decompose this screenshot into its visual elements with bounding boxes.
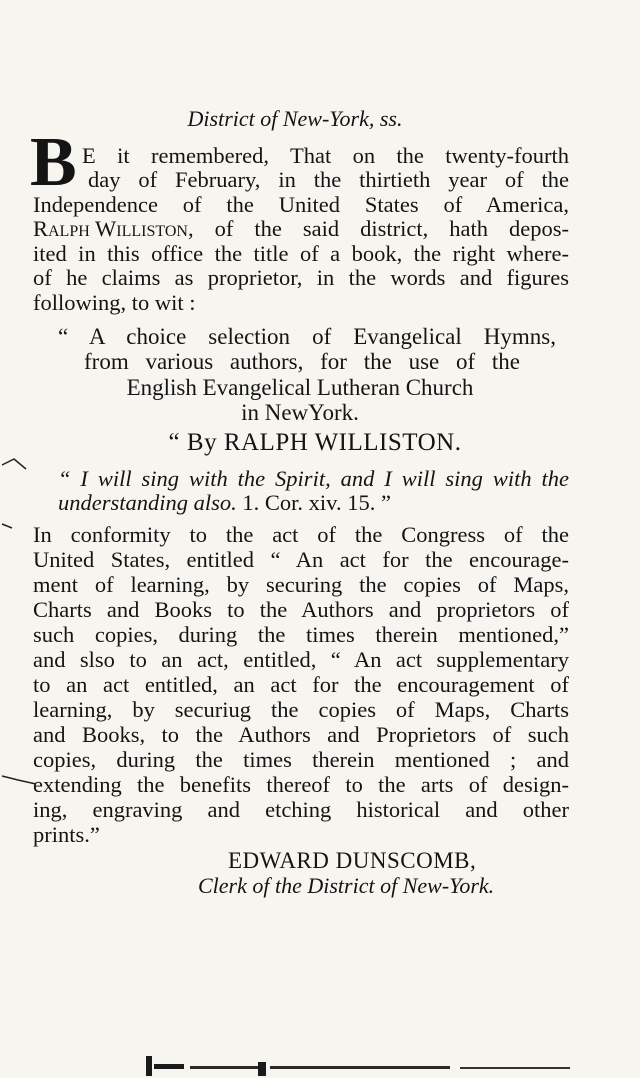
- title-line-3: English Evangelical Lutheran Church: [126, 375, 474, 400]
- title-line-2: from various authors, for the use of the: [84, 349, 520, 374]
- entry-line-5: ited in this office the title of a book, the right where-: [33, 241, 569, 266]
- conformity-line-5: such copies, during the times therein mentioned,”: [33, 622, 569, 647]
- entry-line-7: following, to wit :: [33, 290, 196, 315]
- entry-line-6: of he claims as proprietor, in the words and figures: [33, 265, 569, 290]
- conformity-line-3: ment of learning, by securing the copies of Maps,: [33, 572, 569, 597]
- entry-line-2: day of February, in the thirtieth year of the: [88, 167, 569, 192]
- epigraph-line-1: “ I will sing with the Spirit, and I will sing with the: [58, 466, 569, 491]
- conformity-line-9: and Books, to the Authors and Proprietors of such: [33, 722, 569, 747]
- margin-mark-lower: [0, 764, 40, 794]
- bottom-rule: [140, 1052, 580, 1078]
- margin-mark-middle: [0, 510, 20, 540]
- conformity-line-11: extending the benefits thereof to the arts of design-: [33, 772, 569, 797]
- entry-line-4-rest: , of the said district, hath depos-: [187, 216, 569, 241]
- conformity-line-10: copies, during the times therein mentioned ; and: [33, 747, 569, 772]
- proprietor-name: Ralph Williston: [33, 216, 188, 241]
- conformity-line-2: United States, entitled “ An act for the encourage-: [33, 547, 569, 572]
- epigraph-line-2: [58, 490, 391, 516]
- entry-line-4: [33, 216, 569, 242]
- epigraph-italic: understanding also.: [58, 490, 237, 515]
- author-line: “ By RALPH WILLISTON.: [168, 429, 462, 456]
- signature-title: Clerk of the District of New-York.: [198, 873, 495, 898]
- entry-line-3: Independence of the United States of America,: [33, 192, 569, 217]
- entry-line-1: E it remembered, That on the twenty-fourth: [82, 143, 569, 168]
- conformity-line-6: and slso to an act, entitled, “ An act supplementary: [33, 647, 569, 672]
- margin-mark-upper: [0, 445, 30, 485]
- drop-cap: B: [30, 124, 77, 201]
- conformity-line-7: to an act entitled, an act for the encouragement of: [33, 672, 569, 697]
- title-line-1: “ A choice selection of Evangelical Hymns,: [58, 324, 556, 349]
- title-line-4: in NewYork.: [241, 400, 359, 425]
- conformity-line-13: prints.”: [33, 822, 100, 847]
- conformity-line-1: In conformity to the act of the Congress of the: [33, 522, 569, 547]
- conformity-line-4: Charts and Books to the Authors and proprietors of: [33, 597, 569, 622]
- conformity-line-12: ing, engraving and etching historical and other: [33, 797, 569, 822]
- conformity-line-8: learning, by securiug the copies of Maps, Charts: [33, 697, 569, 722]
- signature-name: EDWARD DUNSCOMB,: [228, 848, 477, 873]
- epigraph-reference: 1. Cor. xiv. 15. ”: [236, 490, 391, 515]
- district-heading: District of New-York, ss.: [187, 106, 403, 131]
